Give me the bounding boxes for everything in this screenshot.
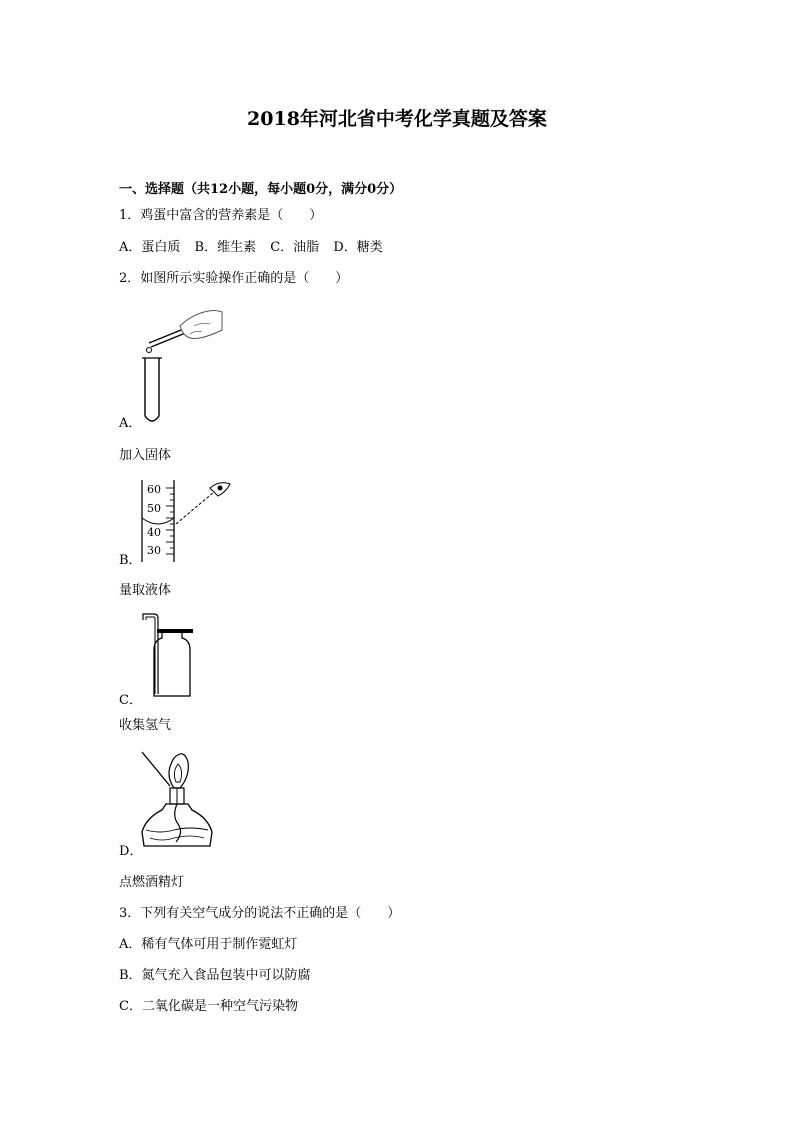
figure-d-caption: 点燃酒精灯 (119, 875, 185, 890)
section-heading: 一、选择题（共12小题，每小题0分，满分0分） (119, 182, 403, 197)
question-3-stem: 3．下列有关空气成分的说法不正确的是（ ） (119, 906, 401, 921)
scale-label-30: 30 (147, 544, 161, 557)
scale-label-60: 60 (147, 483, 161, 496)
question-1-stem: 1．鸡蛋中富含的营养素是（ ） (119, 208, 323, 223)
scale-label-40: 40 (147, 526, 161, 539)
figure-a-caption: 加入固体 (119, 448, 172, 463)
question-3-option-c: C．二氧化碳是一种空气污染物 (119, 999, 298, 1014)
scale-label-50: 50 (147, 502, 161, 515)
page-title: 2018年河北省中考化学真题及答案 (247, 108, 547, 130)
figure-b-caption: 量取液体 (119, 583, 172, 598)
figure-c-gas-bottle-illustration (140, 612, 210, 702)
question-1-options (119, 240, 393, 256)
question-3-option-b: B．氮气充入食品包装中可以防腐 (119, 968, 311, 983)
figure-c-caption: 收集氢气 (119, 718, 172, 733)
figure-a-letter: A． (119, 416, 142, 431)
question-2-stem: 2．如图所示实验操作正确的是（ ） (119, 271, 349, 286)
question-1-option-c: C．油脂 (270, 240, 320, 255)
question-1-option-b: B．维生素 (194, 240, 257, 255)
figure-a-test-tube-illustration (130, 300, 230, 428)
figure-b-letter: B． (119, 553, 142, 568)
question-1-option-a: A．蛋白质 (119, 240, 181, 255)
question-3-option-a: A．稀有气体可用于制作霓虹灯 (119, 937, 298, 952)
figure-c-letter: C． (119, 693, 142, 708)
figure-d-alcohol-lamp-illustration (140, 748, 230, 858)
question-1-option-d: D．糖类 (333, 240, 383, 255)
figure-d-letter: D． (119, 844, 143, 859)
